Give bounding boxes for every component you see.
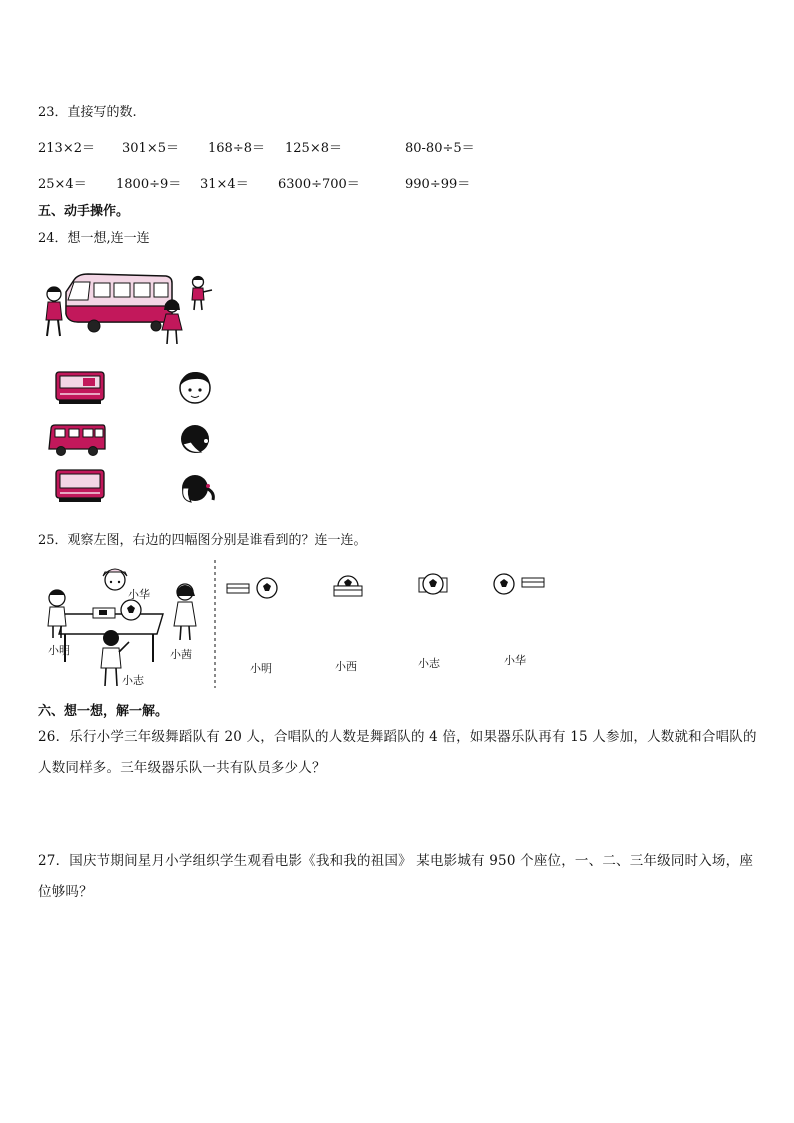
bus-scene-illustration: [38, 270, 218, 350]
q23-expr-5: 80-80÷5＝: [405, 141, 475, 156]
bus-front-view: [55, 370, 105, 406]
q24-title: 24．想一想,连一连: [38, 231, 150, 246]
q23-expr-8: 31×4＝: [200, 177, 249, 192]
view-caption-4: 小华: [504, 654, 526, 667]
q23-expr-6: 25×4＝: [38, 177, 87, 192]
bus-back-view: [55, 468, 105, 504]
q26-text: 26．乐行小学三年级舞蹈队有 20 人，合唱队的人数是舞蹈队的 4 倍，如果器乐队再有 15 人参加，人数就和合唱队的人数同样多。三年级器乐队一共有队员多少人？: [38, 729, 757, 776]
q25-title: 25．观察左图，右边的四幅图分别是谁看到的？连一连。: [38, 533, 367, 548]
view-caption-3: 小志: [418, 657, 440, 670]
q23-expr-2: 301×5＝: [122, 141, 179, 156]
q23-expr-10: 990÷99＝: [405, 177, 471, 192]
view-caption-2: 小西: [335, 660, 357, 673]
view-caption-1: 小明: [250, 662, 272, 675]
q27-text: 27．国庆节期间星月小学组织学生观看电影《我和我的祖国》 某电影城有 950 个座位，一、二、三年级同时入场，座位够吗？: [38, 853, 754, 900]
vertical-divider: [213, 560, 217, 688]
scene-label-xiaoqian: 小茜: [170, 648, 192, 661]
boy-face-icon: [175, 367, 215, 407]
bus-side-view: [47, 423, 107, 457]
q23-title: 23．直接写的数.: [38, 105, 137, 120]
section-6-heading: 六、想一想，解一解。: [38, 704, 169, 719]
scene-label-xiaohua: 小华: [128, 588, 150, 601]
q23-expr-7: 1800÷9＝: [116, 177, 182, 192]
view-ball-then-box: [492, 572, 552, 598]
q23-expr-1: 213×2＝: [38, 141, 95, 156]
boy-side-head-icon: [175, 418, 215, 458]
scene-label-xiaoming: 小明: [48, 644, 70, 657]
section-5-heading: 五、动手操作。: [38, 204, 130, 219]
girl-side-head-icon: [175, 468, 219, 508]
view-ball-front-of-box: [415, 570, 451, 598]
scene-label-xiaozhi: 小志: [122, 674, 144, 687]
q23-expr-9: 6300÷700＝: [278, 177, 360, 192]
view-box-then-ball: [225, 576, 285, 602]
q23-expr-3: 168÷8＝: [208, 141, 265, 156]
q23-expr-4: 125×8＝: [285, 141, 342, 156]
view-ball-behind-box: [330, 572, 366, 600]
